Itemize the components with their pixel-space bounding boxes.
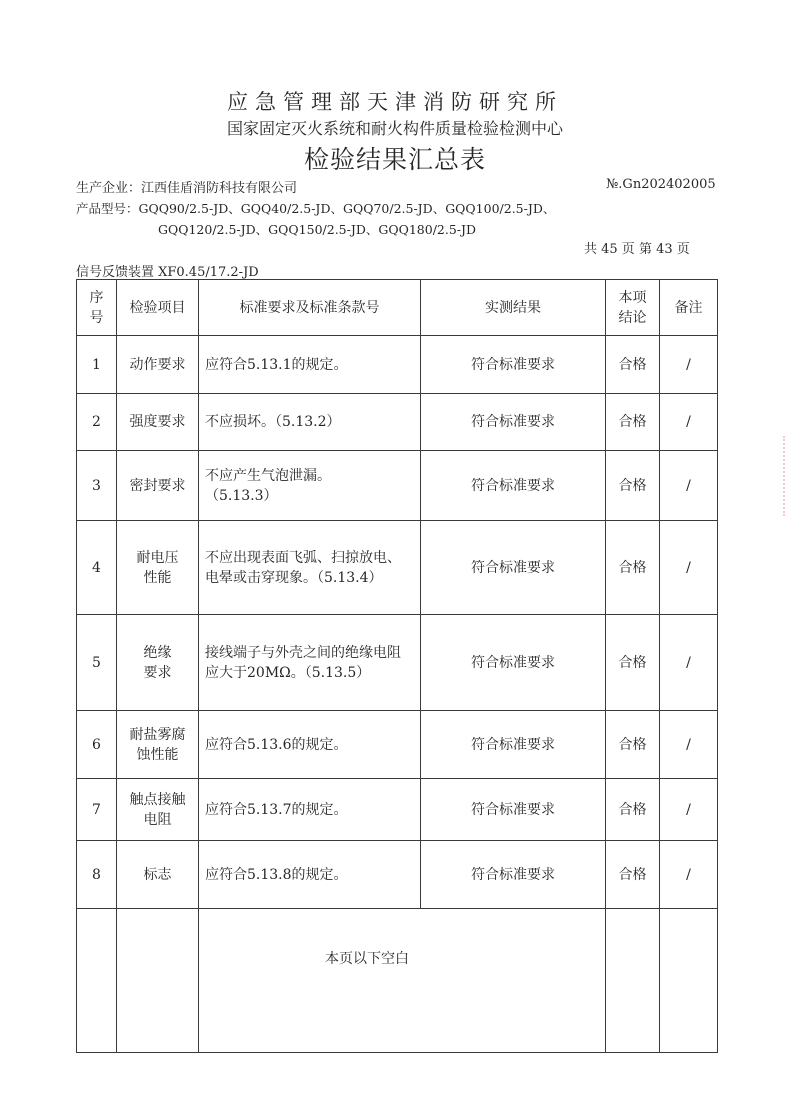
cell-conclusion: 合格 — [606, 711, 660, 779]
header-seq: 序号 — [77, 280, 117, 336]
table-header-row — [77, 280, 718, 336]
table-row — [77, 615, 718, 711]
cell-seq: 3 — [77, 451, 117, 521]
blank-page-note: 本页以下空白 — [199, 909, 606, 1053]
manufacturer-line: 生产企业：江西佳盾消防科技有限公司 — [76, 181, 298, 196]
cell-result: 符合标准要求 — [421, 841, 606, 909]
blank-cell — [117, 909, 199, 1053]
header-conclusion: 本项结论 — [606, 280, 660, 336]
table-row — [77, 521, 718, 615]
cell-conclusion: 合格 — [606, 841, 660, 909]
cell-seq: 2 — [77, 394, 117, 451]
header-remark: 备注 — [660, 280, 718, 336]
cell-conclusion: 合格 — [606, 394, 660, 451]
page-title: 检验结果汇总表 — [303, 145, 486, 174]
cell-requirement: 应符合5.13.7的规定。 — [199, 779, 421, 841]
product-models-line-1: 产品型号：GQQ90/2.5-JD、GQQ40/2.5-JD、GQQ70/2.5-JD、GQQ100/2.5-JD、 — [76, 201, 556, 216]
cell-seq: 4 — [77, 521, 117, 615]
cell-item: 标志 — [117, 841, 199, 909]
org-title: 应急管理部天津消防研究所 — [227, 90, 563, 114]
header-requirement: 标准要求及标准条款号 — [199, 280, 421, 336]
results-table — [76, 279, 718, 1053]
cell-item: 耐盐雾腐蚀性能 — [117, 711, 199, 779]
table-row — [77, 779, 718, 841]
cell-conclusion: 合格 — [606, 336, 660, 394]
cell-conclusion: 合格 — [606, 615, 660, 711]
cell-conclusion: 合格 — [606, 521, 660, 615]
cell-remark: / — [660, 521, 718, 615]
table-row — [77, 841, 718, 909]
cell-requirement: 应符合5.13.1的规定。 — [199, 336, 421, 394]
cell-requirement: 不应损坏。（5.13.2） — [199, 394, 421, 451]
cell-seq: 5 — [77, 615, 117, 711]
table-row — [77, 711, 718, 779]
cell-requirement: 应符合5.13.6的规定。 — [199, 711, 421, 779]
cell-result: 符合标准要求 — [421, 779, 606, 841]
cell-conclusion: 合格 — [606, 451, 660, 521]
cell-remark: / — [660, 779, 718, 841]
cell-remark: / — [660, 336, 718, 394]
cell-result: 符合标准要求 — [421, 711, 606, 779]
cell-item: 强度要求 — [117, 394, 199, 451]
table-row — [77, 336, 718, 394]
cell-item: 密封要求 — [117, 451, 199, 521]
product-models-line-2: GQQ120/2.5-JD、GQQ150/2.5-JD、GQQ180/2.5-JD — [158, 222, 477, 237]
cell-requirement: 不应产生气泡泄漏。（5.13.3） — [199, 451, 421, 521]
cell-item: 触点接触电阻 — [117, 779, 199, 841]
cell-remark: / — [660, 451, 718, 521]
cell-item: 耐电压性能 — [117, 521, 199, 615]
cell-conclusion: 合格 — [606, 779, 660, 841]
cell-seq: 1 — [77, 336, 117, 394]
cell-remark: / — [660, 841, 718, 909]
center-title: 国家固定灭火系统和耐火构件质量检验检测中心 — [226, 119, 563, 138]
cell-result: 符合标准要求 — [421, 521, 606, 615]
blank-row — [77, 909, 718, 1053]
cell-result: 符合标准要求 — [421, 451, 606, 521]
cell-seq: 6 — [77, 711, 117, 779]
cell-result: 符合标准要求 — [421, 615, 606, 711]
cell-item: 动作要求 — [117, 336, 199, 394]
cell-result: 符合标准要求 — [421, 394, 606, 451]
blank-cell — [660, 909, 718, 1053]
cell-remark: / — [660, 615, 718, 711]
product-name: 信号反馈装置 XF0.45/17.2-JD — [76, 265, 259, 280]
page-counter: 共 45 页 第 43 页 — [584, 242, 690, 257]
cell-remark: / — [660, 711, 718, 779]
cell-seq: 7 — [77, 779, 117, 841]
cell-seq: 8 — [77, 841, 117, 909]
cell-requirement: 应符合5.13.8的规定。 — [199, 841, 421, 909]
cell-result: 符合标准要求 — [421, 336, 606, 394]
cell-item: 绝缘要求 — [117, 615, 199, 711]
cell-remark: / — [660, 394, 718, 451]
blank-cell — [77, 909, 117, 1053]
header-result: 实测结果 — [421, 280, 606, 336]
report-number: №.Gn202402005 — [606, 177, 716, 192]
table-row — [77, 451, 718, 521]
header-item: 检验项目 — [117, 280, 199, 336]
cell-requirement: 不应出现表面飞弧、扫掠放电、电晕或击穿现象。（5.13.4） — [199, 521, 421, 615]
seal-mark — [783, 436, 790, 516]
blank-cell — [606, 909, 660, 1053]
cell-requirement: 接线端子与外壳之间的绝缘电阻应大于20MΩ。（5.13.5） — [199, 615, 421, 711]
table-row — [77, 394, 718, 451]
